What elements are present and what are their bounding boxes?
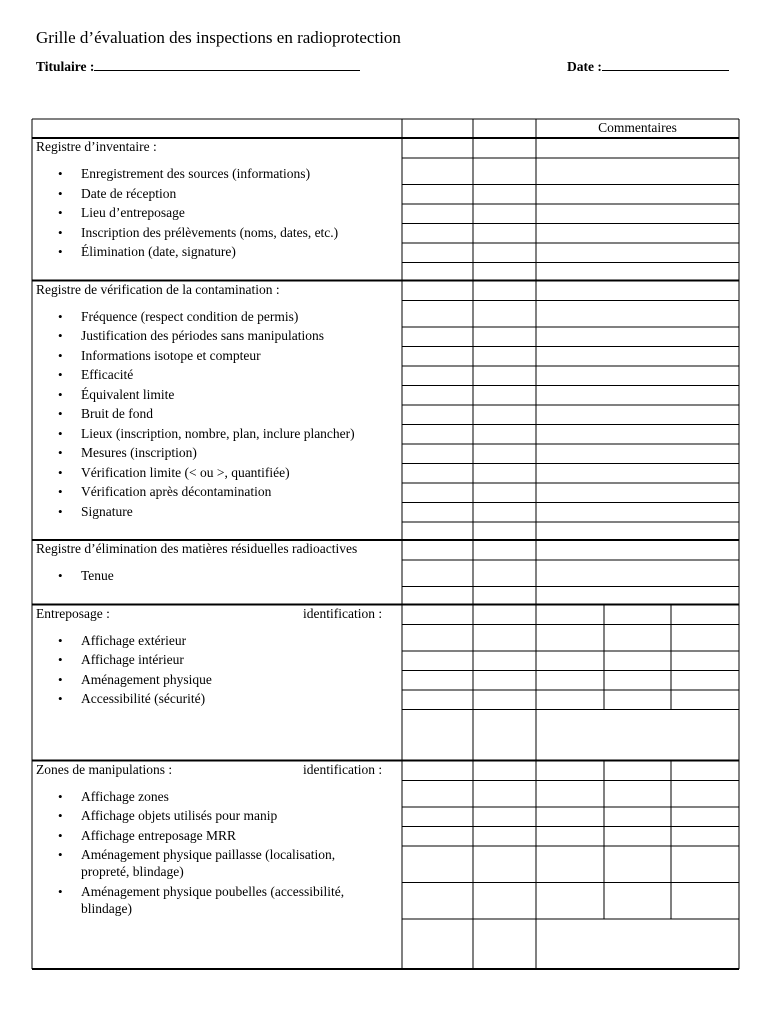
checklist-item: Vérification après décontamination	[81, 484, 272, 499]
identification-label-4: identification :	[303, 761, 383, 777]
bullet-icon: •	[58, 484, 63, 499]
bullet-icon: •	[58, 847, 63, 862]
bullet-icon: •	[58, 827, 63, 843]
checklist-item: Efficacité	[81, 367, 134, 382]
checklist-item: Affichage objets utilisés pour manip	[81, 808, 278, 823]
bullet-icon: •	[58, 503, 63, 519]
checklist-item: Affichage entreposage MRR	[81, 827, 236, 843]
bullet-icon: •	[58, 367, 63, 382]
bullet-icon: •	[58, 425, 63, 441]
bullet-icon: •	[58, 464, 63, 480]
checklist-item: Mesures (inscription)	[81, 445, 197, 460]
checklist-item: Aménagement physique paillasse (localisation,	[81, 847, 336, 862]
checklist-item: Aménagement physique	[81, 671, 212, 687]
bullet-icon: •	[58, 166, 63, 181]
checklist-item: blindage)	[81, 900, 132, 916]
bullet-icon: •	[58, 328, 63, 343]
checklist-item: Affichage intérieur	[81, 652, 184, 667]
checklist-item: Accessibilité (sécurité)	[81, 691, 206, 706]
section-label-0: Registre d’inventaire :	[36, 139, 157, 154]
section-label-2: Registre d’élimination des matières résiduelles radioactives	[36, 541, 358, 556]
bullet-icon: •	[58, 386, 63, 402]
comments-column-header: Commentaires	[598, 120, 677, 135]
bullet-icon: •	[58, 671, 63, 687]
bullet-icon: •	[58, 691, 63, 706]
bullet-icon: •	[58, 224, 63, 240]
checklist-item: Date de réception	[81, 185, 177, 201]
bullet-icon: •	[58, 652, 63, 667]
checklist-item: Inscription des prélèvements (noms, dates, etc.)	[81, 224, 339, 240]
section-label-4: Zones de manipulations :	[36, 761, 173, 777]
bullet-icon: •	[58, 406, 63, 421]
bullet-icon: •	[58, 632, 63, 648]
checklist-item: Lieux (inscription, nombre, plan, inclure plancher)	[81, 425, 355, 441]
checklist-item: Informations isotope et compteur	[81, 347, 261, 363]
checklist-item: propreté, blindage)	[81, 864, 184, 879]
checklist-item: Équivalent limite	[81, 386, 175, 402]
checklist-item: Lieu d’entreposage	[81, 205, 185, 220]
bullet-icon: •	[58, 185, 63, 201]
checklist-item: Vérification limite (< ou >, quantifiée)	[81, 464, 290, 480]
titulaire-label: Titulaire :	[36, 59, 95, 74]
checklist-item: Signature	[81, 503, 133, 519]
identification-label-3: identification :	[303, 605, 383, 621]
checklist-item: Enregistrement des sources (informations)	[81, 166, 311, 181]
bullet-icon: •	[58, 205, 63, 220]
bullet-icon: •	[58, 883, 63, 899]
checklist-item: Bruit de fond	[81, 406, 153, 421]
checklist-item: Affichage extérieur	[81, 632, 187, 648]
date-label: Date :	[567, 59, 602, 74]
bullet-icon: •	[58, 347, 63, 363]
checklist-item: Fréquence (respect condition de permis)	[81, 308, 299, 324]
checklist-item: Affichage zones	[81, 788, 169, 804]
section-label-3: Entreposage :	[36, 605, 110, 621]
page-title: Grille d’évaluation des inspections en radioprotection	[36, 28, 401, 47]
bullet-icon: •	[58, 445, 63, 460]
bullet-icon: •	[58, 808, 63, 823]
bullet-icon: •	[58, 568, 63, 583]
checklist-item: Justification des périodes sans manipulations	[81, 328, 324, 343]
section-label-1: Registre de vérification de la contamination :	[36, 281, 280, 297]
checklist-item: Élimination (date, signature)	[81, 244, 236, 259]
checklist-item: Aménagement physique poubelles (accessibilité,	[81, 883, 345, 899]
bullet-icon: •	[58, 308, 63, 324]
bullet-icon: •	[58, 244, 63, 259]
checklist-item: Tenue	[81, 568, 114, 583]
bullet-icon: •	[58, 788, 63, 804]
